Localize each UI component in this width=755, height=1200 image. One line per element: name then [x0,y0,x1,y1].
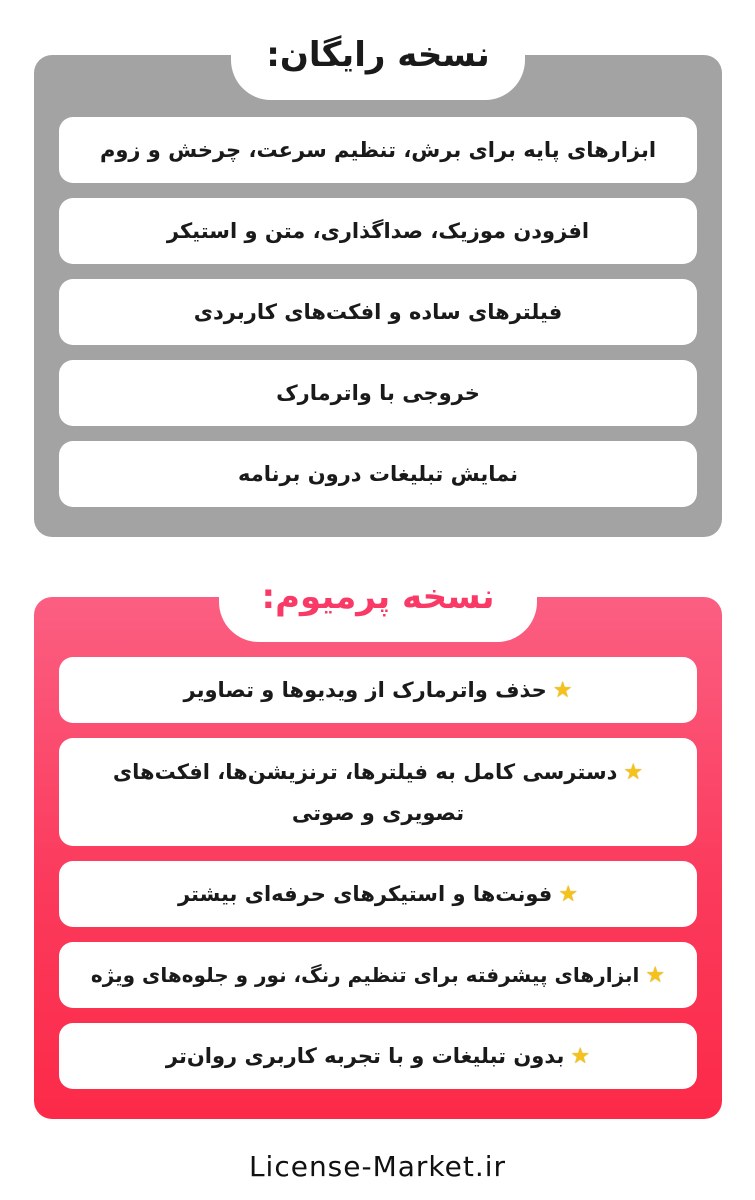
premium-feature-item [59,861,697,927]
star-icon: ★ [623,759,644,785]
premium-version-title: نسخه پرمیوم: [219,552,537,642]
star-icon: ★ [645,962,666,988]
star-icon: ★ [570,1043,591,1069]
free-feature-item [59,360,697,426]
premium-feature-text: حذف واترمارک از ویدیوها و تصاویر [183,677,547,702]
free-feature-text: افزودن موزیک، صداگذاری، متن و استیکر [166,219,590,243]
premium-feature-text: فونت‌ها و استیکرهای حرفه‌ای بیشتر [177,881,553,906]
premium-version-panel [34,577,722,1119]
free-feature-item [59,279,697,345]
free-feature-text: نمایش تبلیغات درون برنامه [237,462,519,486]
premium-feature-item [59,738,697,846]
free-version-panel [34,35,722,537]
star-icon: ★ [552,677,573,703]
premium-feature-text: بدون تبلیغات و با تجربه کاربری روان‌تر [165,1043,565,1068]
footer-website: License-Market.ir [248,1150,507,1183]
free-feature-text: فیلترهای ساده و افکت‌های کاربردی [193,300,563,324]
free-feature-item [59,117,697,183]
free-feature-text: خروجی با واترمارک [276,381,480,405]
free-feature-text: ابزارهای پایه برای برش، تنظیم سرعت، چرخش و زوم [99,138,657,162]
premium-feature-text: ابزارهای پیشرفته برای تنظیم رنگ، نور و جلوه‌های ویژه [90,962,640,987]
premium-feature-item [59,1023,697,1089]
free-version-title: نسخه رایگان: [231,10,525,100]
premium-feature-text: دسترسی کامل به فیلترها، ترنزیشن‌ها، افکت‌های تصویری و صوتی [112,759,618,825]
star-icon: ★ [558,881,579,907]
free-feature-item [59,198,697,264]
premium-feature-item [59,942,697,1008]
free-feature-item [59,441,697,507]
premium-feature-item [59,657,697,723]
